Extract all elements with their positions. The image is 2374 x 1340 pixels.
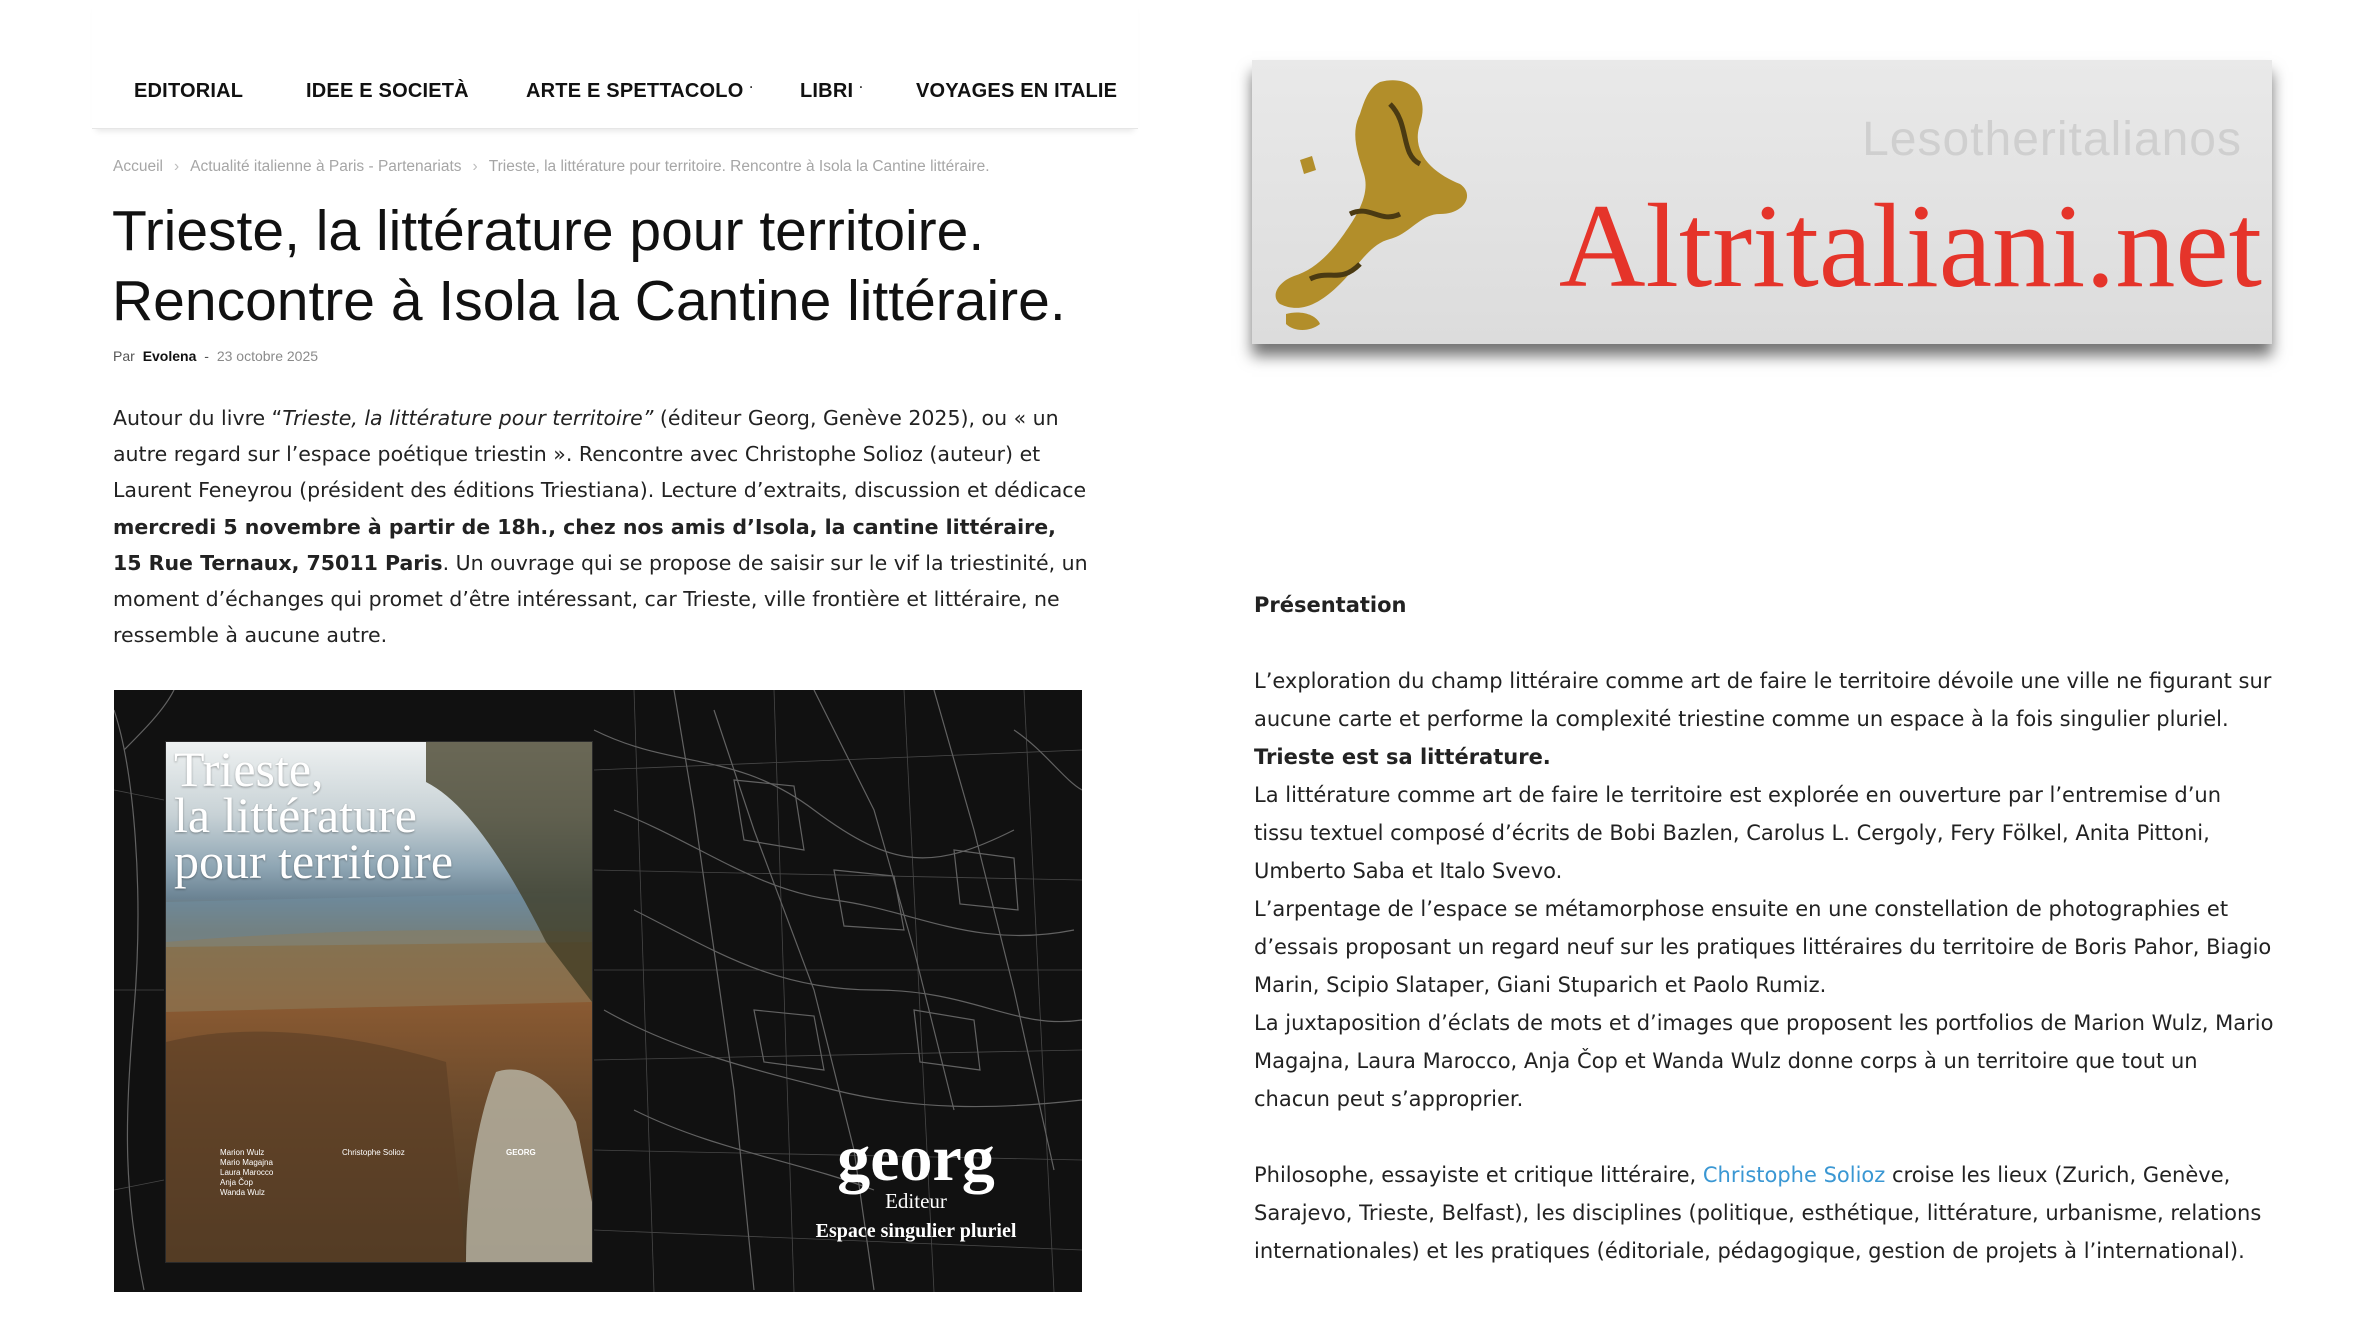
intro-text-1: Autour du livre “	[113, 406, 283, 430]
photographer-name: Wanda Wulz	[220, 1188, 265, 1197]
book-title-line: pour territoire	[174, 833, 454, 889]
banner-site-name: Altritaliani.net	[1558, 179, 2262, 312]
publisher-name: georg	[837, 1122, 995, 1195]
nav-item-arte-e-spettacolo[interactable]	[526, 80, 754, 103]
presentation-paragraph: L’arpentage de l’espace se métamorphose ensuite en une constellation de photographies et d’essais proposant un regard neuf sur les pratiques littéraires du territoire de Boris Pahor, Biagio Marin, Scipio Slataper, Giani Stuparich et Paolo Rumiz.	[1254, 897, 2272, 997]
dropdown-marker-icon: ·	[749, 80, 754, 94]
presentation-paragraph	[1254, 662, 2274, 776]
publisher-sub: Editeur	[885, 1189, 947, 1213]
book-cover-publisher: GEORG	[506, 1148, 536, 1157]
photographer-name: Laura Marocco	[220, 1168, 274, 1177]
presentation-text: L’exploration du champ littéraire comme art de faire le territoire dévoile une ville ne figurant sur aucune carte et performe la complexité triestine comme un espace à la fois singulier pluriel.	[1254, 669, 2272, 731]
italy-map-icon	[1260, 64, 1490, 340]
photographer-name: Anja Čop	[220, 1178, 253, 1187]
nav-item-arte-label: ARTE E SPETTACOLO	[526, 80, 744, 102]
altritaliani-banner[interactable]	[1252, 60, 2272, 344]
presentation-paragraph: La littérature comme art de faire le territoire est explorée en ouverture par l’entremise d’un tissu textuel composé d’écrits de Bobi Bazlen, Carolus L. Cergoly, Fery Fölkel, Anita Pittoni, Umberto Saba et Italo Svevo.	[1254, 783, 2222, 883]
banner-tagline: Lesotheritalianos	[1862, 113, 2242, 166]
book-title-line: Trieste,	[174, 742, 324, 797]
intro-event-details: mercredi 5 novembre à partir de 18h., chez nos amis d’Isola, la cantine littéraire, 15 Rue Ternaux, 75011 Paris	[113, 514, 1056, 575]
author-bio	[1254, 1156, 2274, 1270]
presentation-bold-text: Trieste est sa littérature.	[1254, 745, 1551, 769]
nav-item-voyages-en-italie[interactable]: VOYAGES EN ITALIE	[916, 80, 1118, 102]
bio-text: Philosophe, essayiste et critique littéraire,	[1254, 1163, 1703, 1187]
breadcrumb-category-link[interactable]: Actualité italienne à Paris - Partenariats	[190, 158, 462, 175]
book-cover-title	[174, 742, 454, 889]
article-intro	[113, 400, 1088, 653]
nav-item-libri[interactable]	[800, 80, 863, 103]
collection-name: Espace singulier pluriel	[815, 1220, 1017, 1242]
publisher-logo	[806, 1122, 1026, 1244]
presentation-section	[1254, 586, 2274, 1270]
breadcrumb	[113, 158, 990, 176]
nav-item-editorial[interactable]: EDITORIAL	[134, 80, 244, 102]
presentation-paragraph: La juxtaposition d’éclats de mots et d’images que proposent les portfolios de Marion Wulz, Mario Magajna, Laura Marocco, Anja Čop et Wanda Wulz donne corps à un territoire que tout un chacun peut s’approprier.	[1254, 1011, 2274, 1111]
author-profile-link[interactable]: Christophe Solioz	[1702, 1163, 1886, 1187]
nav-item-libri-label: LIBRI	[800, 80, 854, 102]
book-front	[166, 742, 592, 1262]
book-cover-author: Christophe Solioz	[342, 1148, 405, 1157]
presentation-heading: Présentation	[1254, 593, 1407, 617]
breadcrumb-current: Trieste, la littérature pour territoire. Rencontre à Isola la Cantine littéraire.	[488, 158, 990, 175]
photographer-name: Marion Wulz	[220, 1148, 265, 1157]
bio-text: croise les lieux (Zurich, Genève, Sarajevo, Trieste, Belfast), les disciplines (politique, esthétique, littérature, urbanisme, relations internationales) et les pratiques (éditoriale, pédagogique, gestion de projets à l’international).	[1254, 1163, 2262, 1263]
article-meta	[113, 348, 318, 364]
paragraph-gap	[1254, 1118, 2274, 1156]
intro-text-2: (éditeur Georg, Genève 2025), ou « un autre regard sur l’espace poétique triestin ». Rencontre avec Christophe Solioz (auteur) et Laurent Feneyrou (président des éditions Triestiana). Lecture d’extraits, discussion et dédicace	[113, 406, 1087, 503]
breadcrumb-separator: ›	[472, 158, 478, 175]
book-title-line: la littérature	[174, 787, 417, 843]
intro-book-title: Trieste, la littérature pour territoire”	[282, 406, 654, 430]
nav-item-idee-e-societa[interactable]: IDEE E SOCIETÀ	[306, 80, 469, 102]
breadcrumb-separator: ›	[173, 158, 180, 175]
by-label: Par	[113, 348, 135, 364]
breadcrumb-home-link[interactable]: Accueil	[113, 158, 163, 175]
main-nav	[92, 0, 1138, 129]
author-link[interactable]: Evolena	[142, 348, 197, 364]
date-separator: -	[204, 348, 209, 364]
book-cover-image	[114, 690, 1082, 1292]
intro-text-3: . Un ouvrage qui se propose de saisir sur le vif la triestinité, un moment d’échanges qui promet d’être intéressant, car Trieste, ville frontière et littéraire, ne ressemble à aucune autre.	[113, 550, 1088, 648]
photographer-name: Mario Magajna	[220, 1158, 273, 1167]
article-date: 23 octobre 2025	[216, 348, 319, 364]
article-title: Trieste, la littérature pour territoire. Rencontre à Isola la Cantine littéraire.	[112, 199, 1066, 333]
dropdown-marker-icon: ·	[859, 80, 864, 94]
book-photographers	[220, 1148, 273, 1198]
